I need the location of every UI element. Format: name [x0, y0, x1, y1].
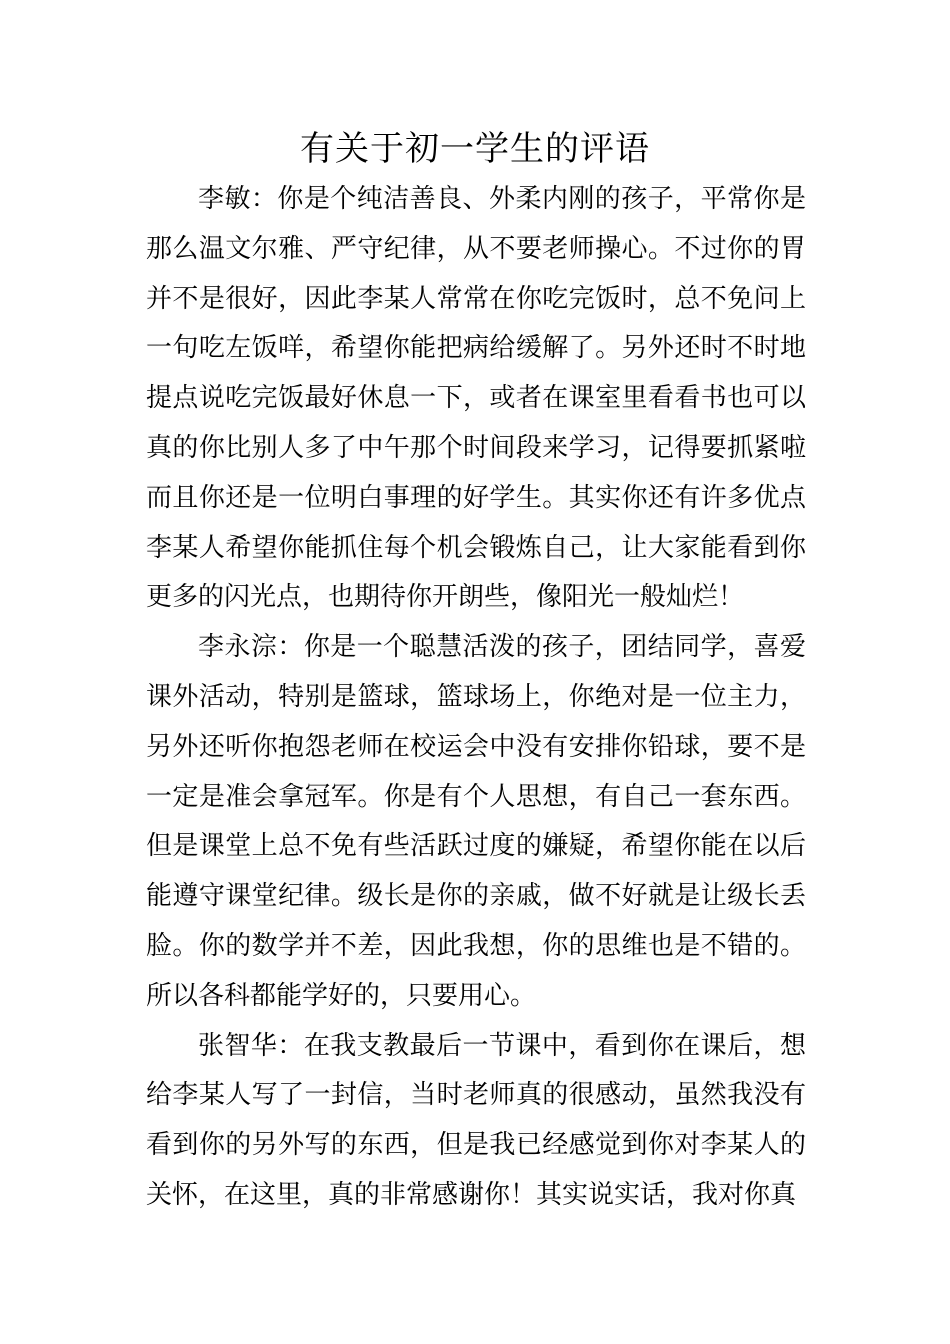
paragraph-zhang-zhihua: 张智华：在我支教最后一节课中，看到你在课后，想给李某人写了一封信，当时老师真的很感动，虽然我没有看到你的另外写的东西，但是我已经感觉到你对李某人的关怀，在这里，真的非常感谢你！其实说实话，我对你真	[146, 1030, 806, 1210]
paragraph-li-min: 李敏：你是个纯洁善良、外柔内刚的孩子，平常你是那么温文尔雅、严守纪律，从不要老师操心。不过你的胃并不是很好，因此李某人常常在你吃完饭时，总不免问上一句吃左饭咩，希望你能把病给缓解了。另外还时不时地提点说吃完饭最好休息一下，或者在课室里看看书也可以真的你比别人多了中午那个时间段来学习，记得要抓紧啦而且你还是一位明白事理的好学生。其实你还有许多优点李某人希望你能抓住每个机会锻炼自己，让大家能看到你更多的闪光点，也期待你开朗些，像阳光一般灿烂！	[146, 184, 806, 613]
paragraph-li-yongcong: 李永淙：你是一个聪慧活泼的孩子，团结同学，喜爱课外活动，特别是篮球，篮球场上，你绝对是一位主力，另外还听你抱怨老师在校运会中没有安排你铅球，要不是一定是准会拿冠军。你是有个人思想，有自己一套东西。但是课堂上总不免有些活跃过度的嫌疑，希望你能在以后能遵守课堂纪律。级长是你的亲戚，做不好就是让级长丢脸。你的数学并不差，因此我想，你的思维也是不错的。所以各科都能学好的，只要用心。	[146, 632, 806, 1011]
document-title: 有关于初一学生的评语	[300, 129, 650, 169]
document-body	[146, 175, 806, 1221]
